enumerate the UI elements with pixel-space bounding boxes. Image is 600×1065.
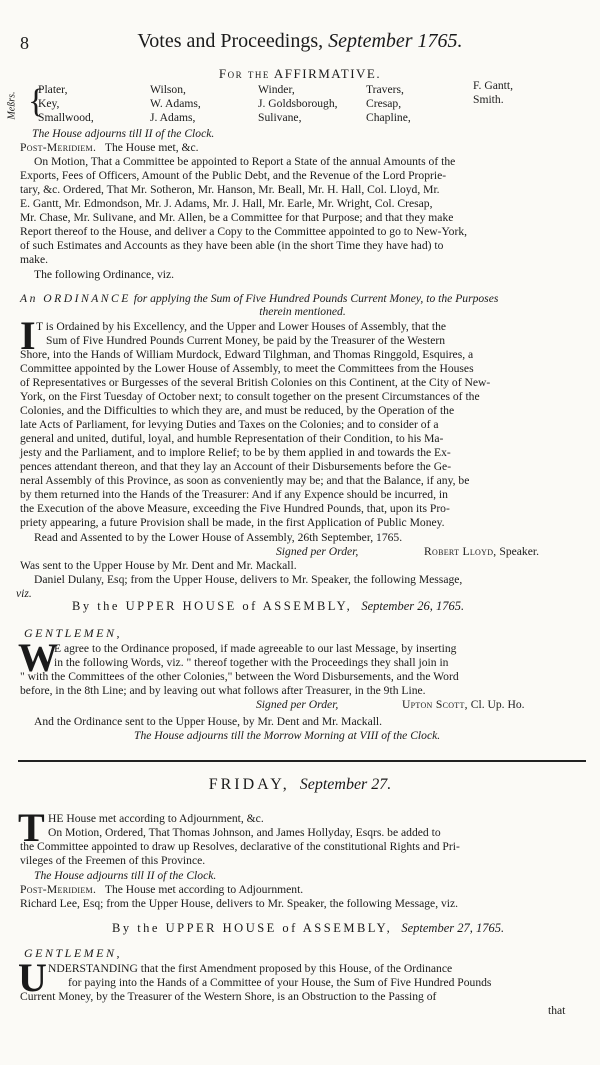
ordinance-line: York, on the First Tuesday of October next; to consult together on the present Circumstances of the <box>20 390 480 403</box>
message-line: for paying into the Hands of a Committee of your House, the Sum of Five Hundred Pounds <box>68 976 492 989</box>
afternoon-line: E. Gantt, Mr. Edmondson, Mr. J. Adams, Mr. J. Hall, Mr. Earle, Mr. Wright, Col. Cresap, <box>20 197 433 210</box>
ordinance-line: general and united, dutiful, loyal, and humble Representation of their Condition, to his Ma- <box>20 432 444 445</box>
ordinance-line: Shore, into the Hands of William Murdock, Edward Tilghman, and Thomas Ringgold, Esquires, a <box>20 348 474 361</box>
drop-cap: U <box>18 955 47 1000</box>
ordinance-title-line-2: therein mentioned. <box>259 305 346 318</box>
ordinance-line: late Acts of Parliament, for levying Duties and Taxes on the Colonies; and to consider of a <box>20 418 439 431</box>
afternoon-line: Exports, Fees of Officers, Amount of the Public Debt, and the Revenue of the Lord Proprie- <box>20 169 447 182</box>
afternoon-line: Report thereof to the House, and deliver a Copy to the Committee appointed to go to New-York, <box>20 225 468 238</box>
house-met: The House met, &c. <box>104 141 199 154</box>
voter-name: Wilson, <box>150 83 186 96</box>
morning-adjourn: The House adjourns till II of the Clock. <box>32 127 215 140</box>
ordinance-line: priety appearing, a future Provision shall be made, in the first Application of Public Money. <box>20 516 445 529</box>
viz-line: viz. <box>16 587 32 600</box>
message-line: " with the Committees of the other Colonies," between the Word Disbursements, and the Word <box>20 670 459 683</box>
catchword: that <box>548 1004 566 1017</box>
upper-house-date: September 26, 1765. <box>361 599 465 613</box>
signer-name: Upton Scott, <box>402 698 468 711</box>
salutation-2: GENTLEMEN, <box>24 946 123 960</box>
house-met: The House met according to Adjournment. <box>104 883 304 896</box>
ordinance-line: Committee appointed by the Lower House of Assembly, to meet the Committees from the Houses <box>20 362 474 375</box>
afternoon-line: make. <box>20 253 49 266</box>
drop-cap: I <box>20 313 36 358</box>
voter-name: Smallwood, <box>38 111 94 124</box>
following-ordinance: The following Ordinance, viz. <box>34 268 175 281</box>
afternoon-line: of such Estimates and Accounts as they have been able (in the short Time they have had) to <box>20 239 444 252</box>
adjourn-line: The House adjourns till the Morrow Morning at VIII of the Clock. <box>134 729 441 742</box>
ordinance-line: Sum of Five Hundred Pounds Current Money, be paid by the Treasurer of the Western <box>46 334 445 347</box>
message-line: in the following Words, viz. " thereof together with the Proceedings they shall join in <box>54 656 449 669</box>
friday-afternoon-line <box>20 883 585 897</box>
post-meridiem: Post-Meridiem. <box>20 883 97 896</box>
signer-name: Robert Lloyd, <box>424 545 497 558</box>
signed-line-2 <box>256 698 586 712</box>
voter-name: Smith. <box>473 93 504 106</box>
affirmative-col-4 <box>366 83 411 125</box>
dulany-line: Daniel Dulany, Esq; from the Upper House, delivers to Mr. Speaker, the following Message, <box>34 573 463 586</box>
ordinance-line: Colonies, and the Difficulties to which they are, and must be reduced, by the Operation of the <box>20 404 455 417</box>
afternoon-line: Mr. Chase, Mr. Sulivane, and Mr. Allen, be a Committee for that Purpose; and that they make <box>20 211 454 224</box>
ordinance-word: An ORDINANCE <box>20 292 131 305</box>
signed-line <box>276 545 586 559</box>
signer-title: Speaker. <box>499 545 539 558</box>
brace: { <box>28 83 45 120</box>
messrs-label: Meßrs. <box>6 91 18 120</box>
ordinance-line: of Representatives or Burgesses of the several British Colonies on this Continent, at the City of New- <box>20 376 491 389</box>
affirmative-col-3 <box>258 83 338 125</box>
running-title-date: September 1765. <box>328 30 463 52</box>
voter-name: Travers, <box>366 83 404 96</box>
signed-per-order: Signed per Order, <box>276 545 359 558</box>
affirmative-heading: For the AFFIRMATIVE. <box>218 66 382 81</box>
voter-name: J. Goldsborough, <box>258 97 338 110</box>
affirmative-col-2 <box>150 83 201 125</box>
upper-house-heading-2 <box>112 921 504 936</box>
ordinance-line: the Execution of the above Measure, exceeding the Five Hundred Pounds, that, upon its Pro- <box>20 502 450 515</box>
message-line: E agree to the Ordinance proposed, if made agreeable to our last Message, by inserting <box>54 642 457 655</box>
friday-line: On Motion, Ordered, That Thomas Johnson, and James Hollyday, Esqrs. be added to <box>48 826 441 839</box>
friday-line: the Committee appointed to draw up Resolves, declarative of the constitutional Rights and Pri- <box>20 840 460 853</box>
voter-name: Plater, <box>38 83 68 96</box>
upper-house-heading-1 <box>72 599 464 614</box>
drop-cap: W <box>18 635 58 680</box>
voter-name: Winder, <box>258 83 295 96</box>
ordinance-line: by them returned into the Hands of the Treasurer: And if any Expence should be incurred, in <box>20 488 448 501</box>
post-meridiem: Post-Meridiem. <box>20 141 97 154</box>
voter-name: J. Adams, <box>150 111 196 124</box>
richard-lee-line: Richard Lee, Esq; from the Upper House, delivers to Mr. Speaker, the following Message, viz. <box>20 897 459 910</box>
upper-house-title: By the UPPER HOUSE of ASSEMBLY, <box>112 921 393 935</box>
message-line: NDERSTANDING that the first Amendment proposed by this House, of the Ordinance <box>48 962 453 975</box>
friday-date: September 27. <box>299 776 392 793</box>
section-divider <box>18 760 586 762</box>
friday-adjourn: The House adjourns till II of the Clock. <box>34 869 217 882</box>
voter-name: F. Gantt, <box>473 79 513 92</box>
voter-name: Sulivane, <box>258 111 302 124</box>
ordinance-line: pences attendant thereon, and that they lay an Account of their Disbursements before the Ge- <box>20 460 452 473</box>
salutation-1: GENTLEMEN, <box>24 626 123 640</box>
afternoon-line: On Motion, That a Committee be appointed to Report a State of the annual Amounts of the <box>34 155 456 168</box>
sent-back-line: And the Ordinance sent to the Upper House, by Mr. Dent and Mr. Mackall. <box>34 715 383 728</box>
running-title-text: Votes and Proceedings, <box>137 30 324 52</box>
voter-name: Cresap, <box>366 97 402 110</box>
upper-house-date: September 27, 1765. <box>401 921 505 935</box>
page-number: 8 <box>20 33 29 53</box>
running-title <box>0 30 600 53</box>
ordinance-line: T is Ordained by his Excellency, and the Upper and Lower Houses of Assembly, that the <box>36 320 447 333</box>
ordinance-line: neral Assembly of this Province, as soon as conveniently may be; and that the Balance, if any, be <box>20 474 470 487</box>
friday-day: FRIDAY, <box>208 776 290 793</box>
sent-line: Was sent to the Upper House by Mr. Dent and Mr. Mackall. <box>20 559 297 572</box>
voter-name: W. Adams, <box>150 97 201 110</box>
affirmative-col-5 <box>473 79 513 107</box>
message-line: before, in the 8th Line; and by leaving out what follows after Treasurer, in the 9th Line. <box>20 684 426 697</box>
drop-cap: T <box>18 805 45 850</box>
ordinance-title <box>20 292 585 306</box>
ordinance-line: jesty and the Parliament, and to implore Relief; to be by them applied in and towards the Ex- <box>20 446 451 459</box>
message-line: Current Money, by the Treasurer of the Western Shore, is an Obstruction to the Passing of <box>20 990 437 1003</box>
friday-line: HE House met according to Adjournment, &c. <box>48 812 264 825</box>
voter-name: Key, <box>38 97 60 110</box>
afternoon-line: tary, &c. Ordered, That Mr. Sotheron, Mr. Hanson, Mr. Beall, Mr. H. Hall, Col. Lloyd, Mr. <box>20 183 440 196</box>
upper-house-title: By the UPPER HOUSE of ASSEMBLY, <box>72 599 353 613</box>
afternoon-met-line <box>20 141 585 155</box>
signed-per-order: Signed per Order, <box>256 698 339 711</box>
voter-name: Chapline, <box>366 111 411 124</box>
ordinance-title-rest: for applying the Sum of Five Hundred Pounds Current Money, to the Purposes <box>133 292 499 305</box>
affirmative-col-1 <box>38 83 94 125</box>
friday-heading <box>0 776 600 794</box>
friday-line: vileges of the Freemen of this Province. <box>20 854 206 867</box>
signer-title: Cl. Up. Ho. <box>470 698 525 711</box>
assent-line: Read and Assented to by the Lower House of Assembly, 26th September, 1765. <box>34 531 403 544</box>
